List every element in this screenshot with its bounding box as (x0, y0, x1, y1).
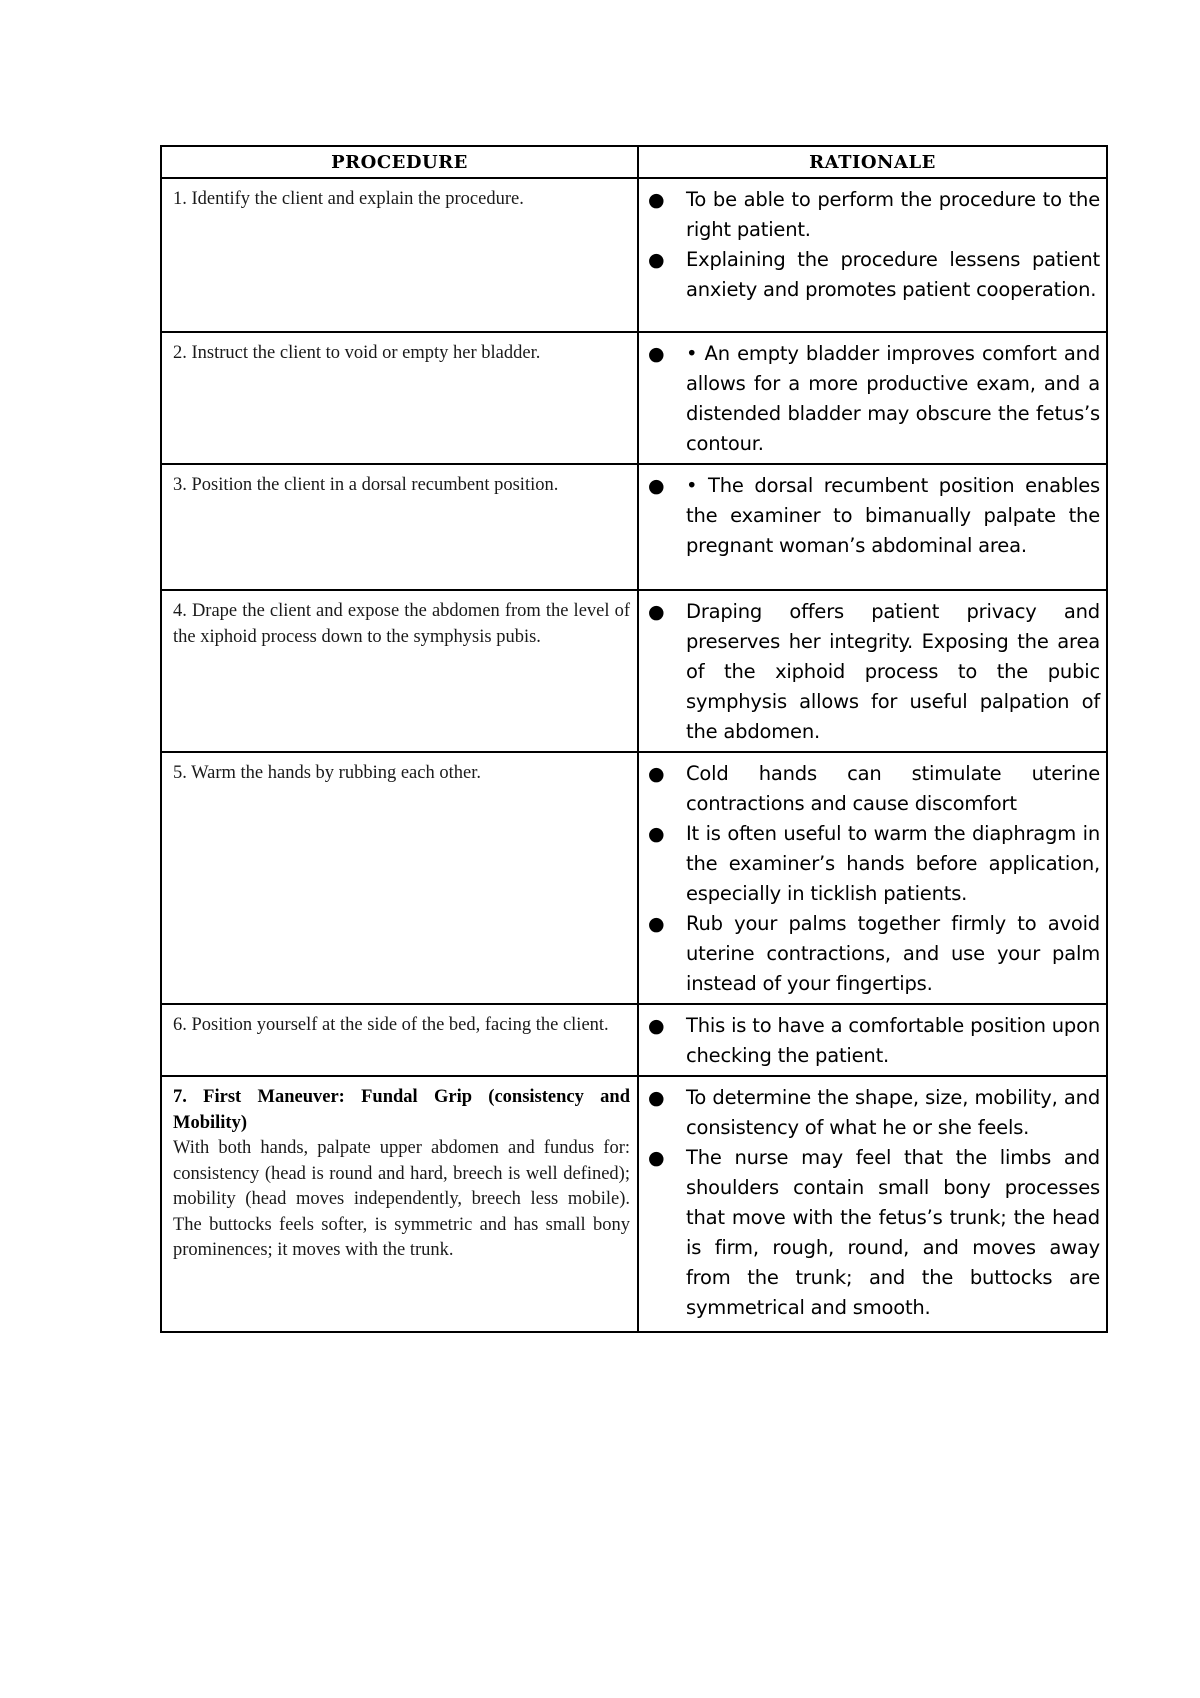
rationale-text: It is often useful to warm the diaphragm in the examiner’s hands before application, especially in ticklish patients. (686, 822, 1100, 905)
rationale-item (639, 245, 1100, 305)
rationale-item (639, 597, 1100, 747)
procedure-text: 6. Position yourself at the side of the bed, facing the client. (173, 1015, 609, 1035)
bullet-icon: ● (648, 601, 665, 623)
rationale-item (639, 1083, 1100, 1143)
bullet-icon: ● (648, 1147, 665, 1169)
procedure-cell (161, 332, 638, 464)
procedure-cell (161, 752, 638, 1004)
procedure-column-header: PROCEDURE (161, 146, 638, 178)
rationale-item (639, 185, 1100, 245)
rationale-list (639, 333, 1106, 463)
rationale-cell (638, 178, 1107, 332)
bullet-icon: ● (648, 249, 665, 271)
rationale-text: To determine the shape, size, mobility, and consistency of what he or she feels. (686, 1086, 1100, 1139)
table-row (161, 1076, 1107, 1332)
rationale-list (639, 753, 1106, 1003)
rationale-text: Cold hands can stimulate uterine contractions and cause discomfort (686, 762, 1100, 815)
rationale-cell (638, 752, 1107, 1004)
procedure-text: With both hands, palpate upper abdomen and fundus for: consistency (head is round and hard, breech is well defined); mobility (head moves independently, breech less mobile). The buttocks feels softer, is symmetric and has small bony prominences; it moves with the trunk. (173, 1138, 630, 1260)
bullet-icon: ● (648, 913, 665, 935)
procedure-heading: 7. First Maneuver: Fundal Grip (consistency and Mobility) (173, 1087, 630, 1133)
procedure-cell (161, 464, 638, 590)
procedure-text: 3. Position the client in a dorsal recumbent position. (173, 475, 559, 495)
rationale-item (639, 1011, 1100, 1071)
rationale-cell (638, 1004, 1107, 1076)
procedure-text: 5. Warm the hands by rubbing each other. (173, 763, 481, 783)
rationale-text: • The dorsal recumbent position enables the examiner to bimanually palpate the pregnant woman’s abdominal area. (686, 474, 1100, 557)
table-row (161, 464, 1107, 590)
procedure-cell (161, 590, 638, 752)
rationale-cell (638, 590, 1107, 752)
rationale-text: To be able to perform the procedure to the right patient. (686, 188, 1100, 241)
rationale-cell (638, 464, 1107, 590)
rationale-text: This is to have a comfortable position upon checking the patient. (686, 1014, 1100, 1067)
rationale-text: The nurse may feel that the limbs and shoulders contain small bony processes that move with the fetus’s trunk; the head is firm, rough, round, and moves away from the trunk; and the buttocks are symmetrical and smooth. (686, 1146, 1100, 1319)
table-header-row (161, 146, 1107, 178)
bullet-icon: ● (648, 823, 665, 845)
rationale-item (639, 909, 1100, 999)
bullet-icon: ● (648, 475, 665, 497)
rationale-item (639, 1143, 1100, 1323)
rationale-text: Explaining the procedure lessens patient anxiety and promotes patient cooperation. (686, 248, 1100, 301)
table-row (161, 178, 1107, 332)
bullet-icon: ● (648, 189, 665, 211)
table-row (161, 752, 1107, 1004)
rationale-list (639, 1005, 1106, 1075)
table-row (161, 1004, 1107, 1076)
rationale-cell (638, 332, 1107, 464)
rationale-text: • An empty bladder improves comfort and allows for a more productive exam, and a distended bladder may obscure the fetus’s contour. (686, 342, 1100, 455)
procedure-text: 4. Drape the client and expose the abdomen from the level of the xiphoid process down to the symphysis pubis. (173, 601, 630, 647)
procedure-rationale-table (160, 145, 1108, 1333)
bullet-icon: ● (648, 343, 665, 365)
rationale-item (639, 339, 1100, 459)
bullet-icon: ● (648, 1015, 665, 1037)
procedure-cell (161, 178, 638, 332)
procedure-text: 1. Identify the client and explain the procedure. (173, 189, 524, 209)
rationale-list (639, 1077, 1106, 1327)
rationale-list (639, 591, 1106, 751)
table-row (161, 590, 1107, 752)
table-row (161, 332, 1107, 464)
rationale-cell (638, 1076, 1107, 1332)
rationale-item (639, 819, 1100, 909)
procedure-cell (161, 1004, 638, 1076)
procedure-text: 2. Instruct the client to void or empty her bladder. (173, 343, 541, 363)
rationale-text: Rub your palms together firmly to avoid uterine contractions, and use your palm instead of your fingertips. (686, 912, 1100, 995)
rationale-list (639, 465, 1106, 565)
procedure-text-block (162, 1077, 637, 1264)
rationale-text: Draping offers patient privacy and preserves her integrity. Exposing the area of the xiphoid process to the pubic symphysis allows for useful palpation of the abdomen. (686, 600, 1100, 743)
rationale-list (639, 179, 1106, 309)
rationale-item (639, 471, 1100, 561)
procedure-cell (161, 1076, 638, 1332)
rationale-column-header: RATIONALE (638, 146, 1107, 178)
bullet-icon: ● (648, 763, 665, 785)
bullet-icon: ● (648, 1087, 665, 1109)
rationale-item (639, 759, 1100, 819)
